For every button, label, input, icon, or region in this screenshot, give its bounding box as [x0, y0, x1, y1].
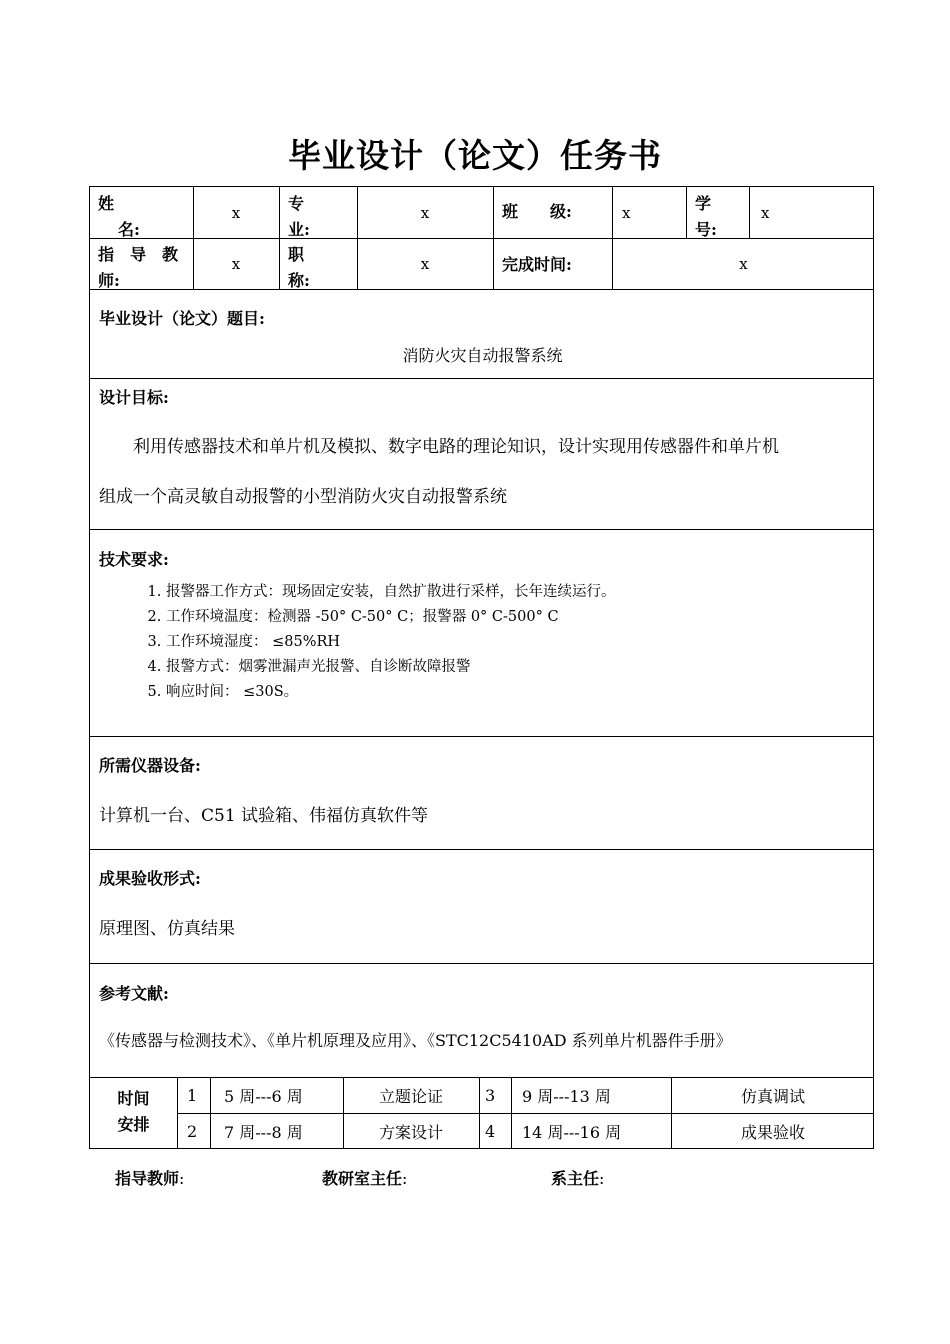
schedule-no: 1 — [187, 1086, 198, 1105]
acceptance-value: 原理图、仿真结果 — [99, 919, 235, 939]
topic-section — [89, 288, 874, 379]
requirements-section — [89, 529, 874, 737]
goal-section — [89, 378, 874, 530]
major-value: x — [420, 203, 430, 222]
requirement-item: 5. 响应时间： ≤30S。 — [166, 680, 616, 705]
references-value: 《传感器与检测技术》、《单片机原理及应用》、《STC12C5410AD 系列单片机器件手册》 — [99, 1031, 732, 1050]
finish-time-label: 完成时间: — [502, 255, 572, 274]
schedule-label: 时间 安排 — [117, 1089, 150, 1134]
schedule-no: 2 — [187, 1122, 198, 1141]
requirement-item: 4. 报警方式：烟雾泄漏声光报警、自诊断故障报警 — [166, 655, 616, 680]
class-label: 班 级: — [502, 202, 572, 221]
dept-director-signature: 系主任: — [551, 1169, 605, 1188]
advisor-label: 指 导 教 师: — [98, 245, 179, 290]
schedule-period: 7 周---8 周 — [224, 1123, 303, 1142]
requirement-item: 3. 工作环境湿度： ≤85%RH — [166, 630, 616, 655]
schedule-table — [89, 1077, 874, 1149]
schedule-task: 立题论证 — [378, 1087, 443, 1106]
equipment-heading: 所需仪器设备: — [99, 756, 201, 775]
requirements-heading: 技术要求: — [99, 550, 169, 569]
name-value: x — [231, 203, 241, 222]
schedule-period: 5 周---6 周 — [224, 1087, 303, 1106]
topic-heading: 毕业设计（论文）题目: — [99, 309, 265, 328]
advisor-signature: 指导教师: — [115, 1169, 185, 1188]
student-no-label: 学 号: — [695, 194, 717, 239]
references-section — [89, 963, 874, 1078]
requirements-list — [140, 580, 616, 705]
page-title: 毕业设计（论文）任务书 — [288, 136, 662, 175]
requirement-item: 2. 工作环境温度：检测器 -50° C-50° C；报警器 0° C-500° C — [166, 605, 616, 630]
position-value: x — [420, 254, 430, 273]
student-no-value: x — [761, 203, 770, 222]
requirement-item: 1. 报警器工作方式：现场固定安装，自然扩散进行采样，长年连续运行。 — [166, 580, 616, 605]
references-heading: 参考文献: — [99, 984, 169, 1003]
teaching-director-signature: 教研室主任: — [322, 1169, 408, 1188]
position-label: 职 称: — [288, 245, 310, 290]
schedule-task: 方案设计 — [378, 1123, 443, 1142]
schedule-no: 4 — [485, 1122, 496, 1141]
topic-value: 消防火灾自动报警系统 — [402, 346, 563, 365]
schedule-task: 仿真调试 — [740, 1087, 805, 1106]
schedule-period: 9 周---13 周 — [522, 1087, 611, 1106]
schedule-no: 3 — [485, 1086, 496, 1105]
schedule-period: 14 周---16 周 — [522, 1123, 622, 1142]
finish-time-value: x — [739, 254, 748, 273]
acceptance-section — [89, 849, 874, 964]
equipment-section — [89, 736, 874, 850]
major-label: 专 业: — [288, 194, 310, 239]
schedule-task: 成果验收 — [740, 1123, 805, 1142]
equipment-value: 计算机一台、C51 试验箱、伟福仿真软件等 — [99, 806, 429, 826]
name-label: 姓 名: — [98, 194, 140, 239]
goal-heading: 设计目标: — [99, 388, 169, 407]
class-value: x — [622, 203, 631, 222]
goal-line-1: 利用传感器技术和单片机及模拟、数字电路的理论知识，设计实现用传感器件和单片机 — [133, 437, 779, 457]
info-table — [89, 186, 874, 290]
acceptance-heading: 成果验收形式: — [99, 869, 201, 888]
advisor-value: x — [231, 254, 241, 273]
goal-line-2: 组成一个高灵敏自动报警的小型消防火灾自动报警系统 — [99, 487, 507, 507]
